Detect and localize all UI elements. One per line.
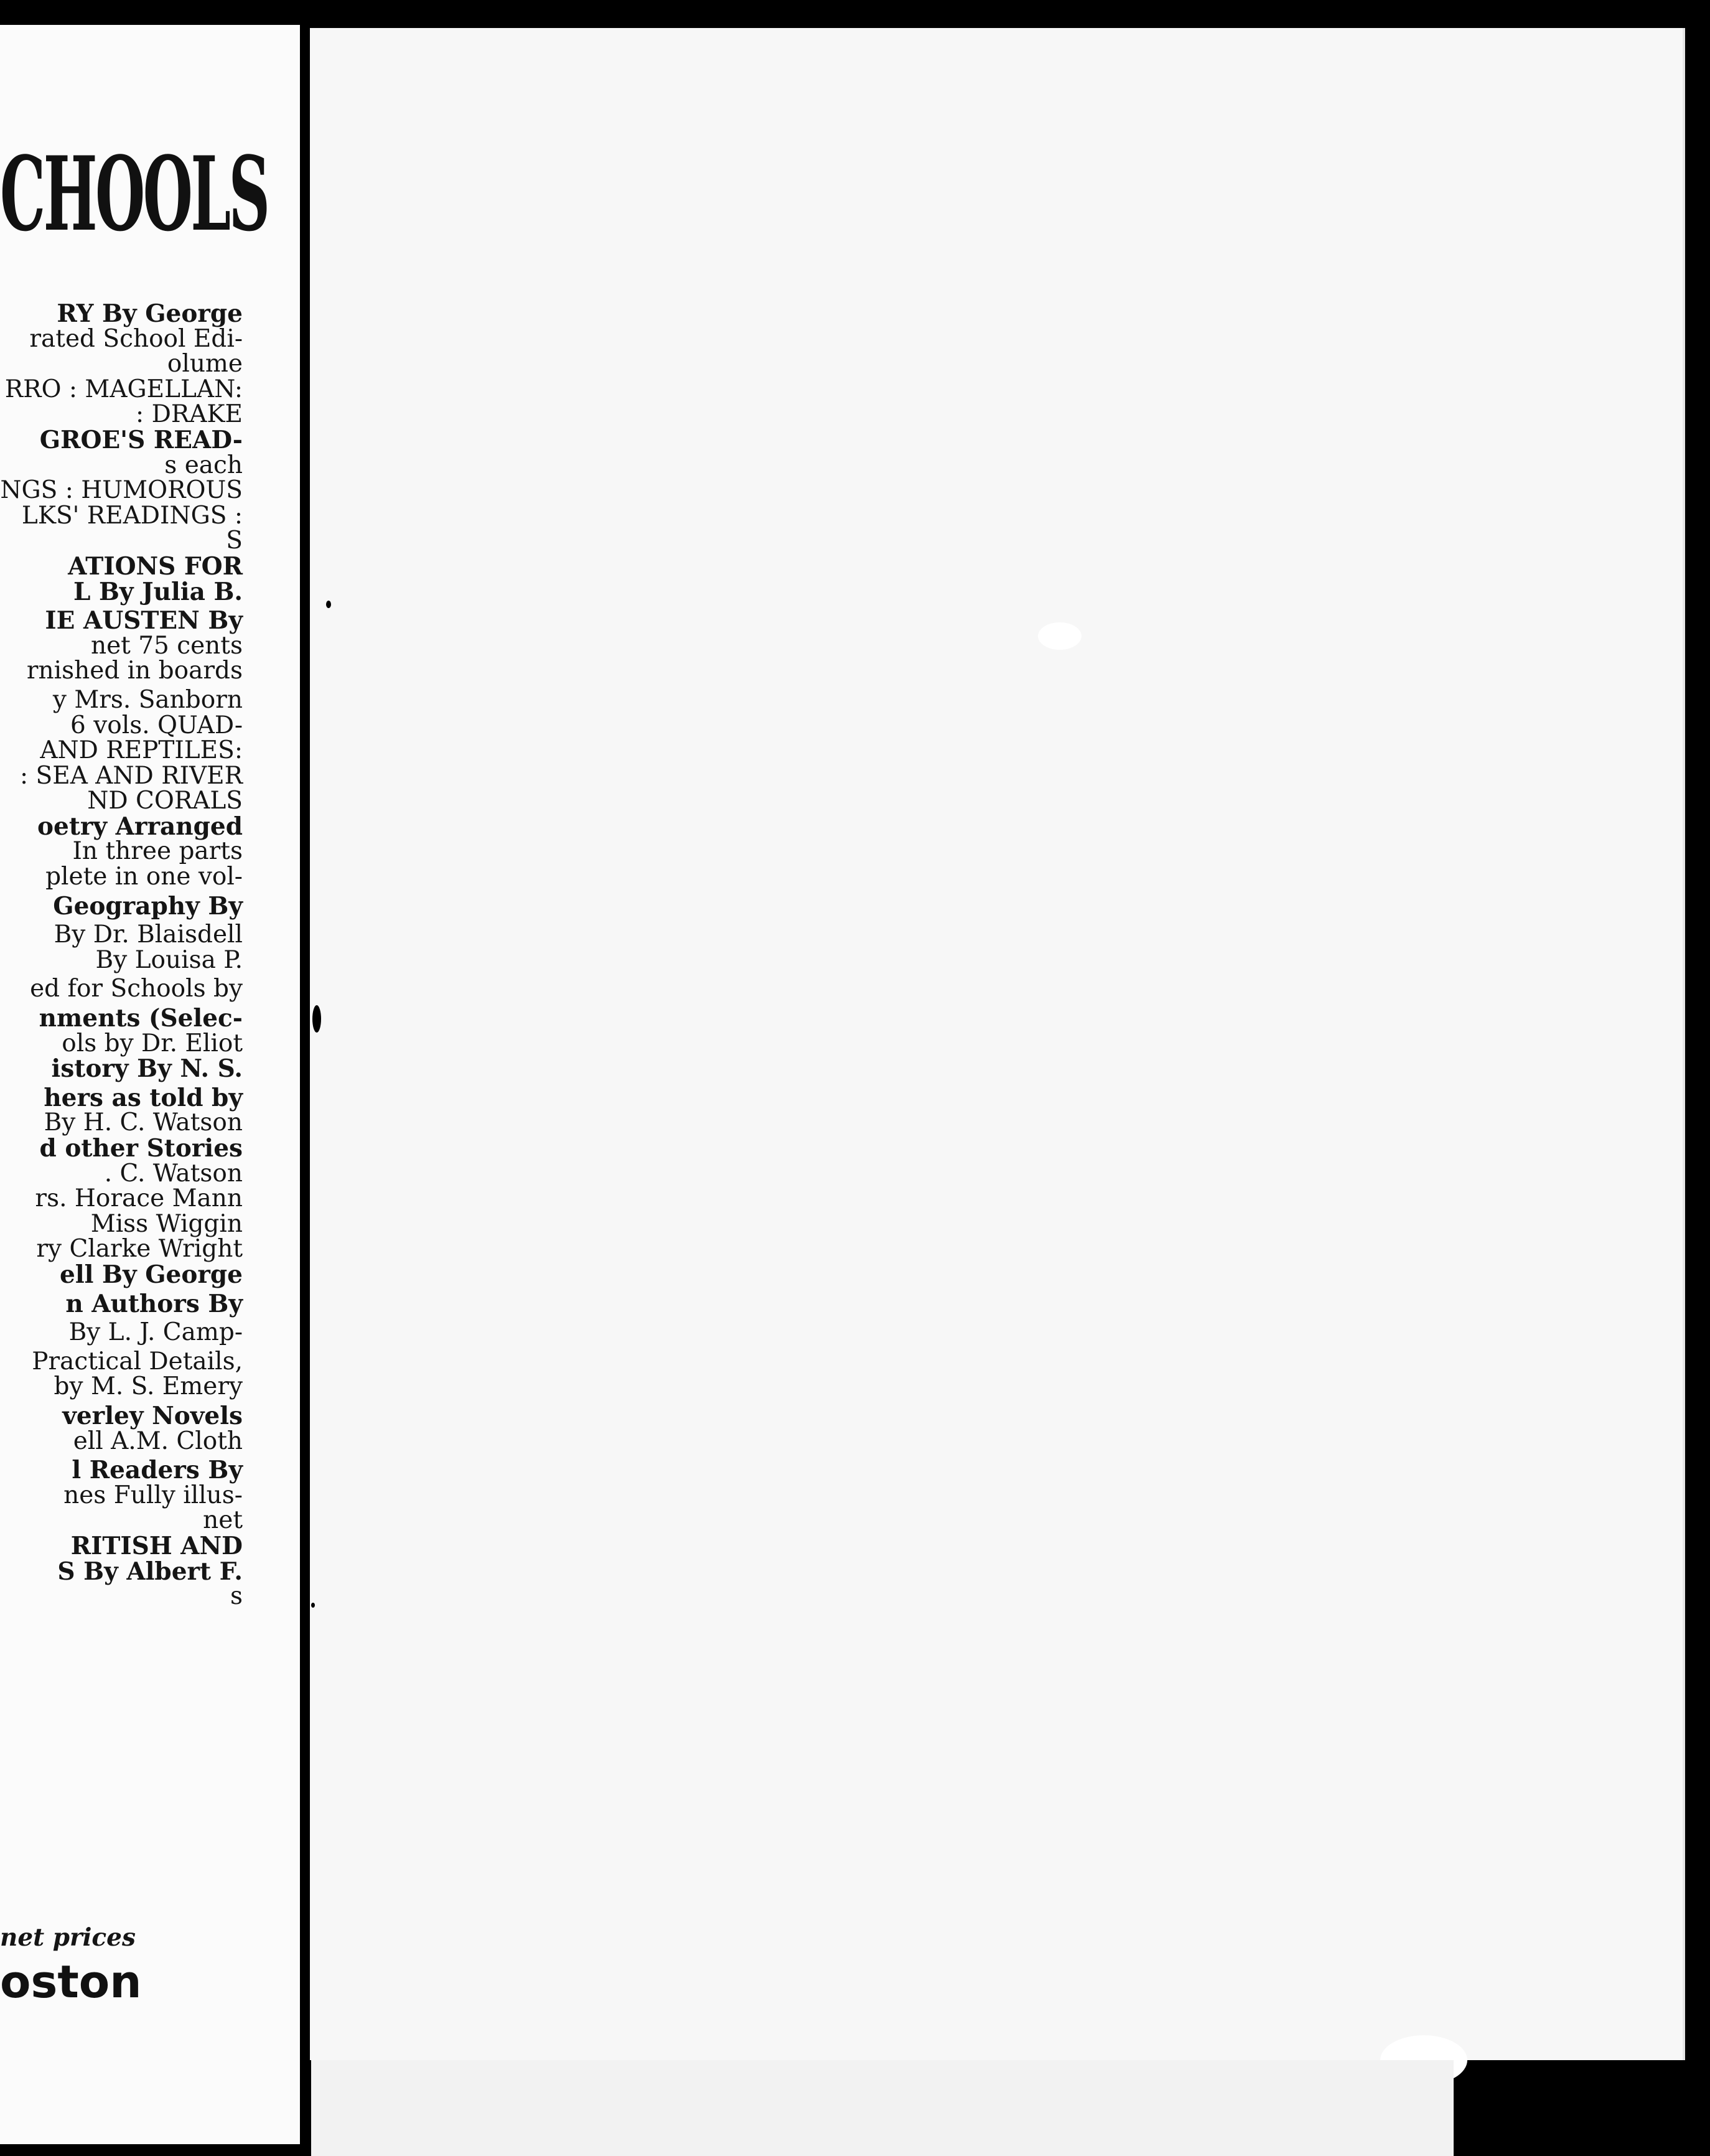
catalog-line: RITISH AND xyxy=(70,1531,243,1560)
catalog-line: Practical Details, xyxy=(32,1347,243,1376)
catalog-line: : SEA AND RIVER xyxy=(19,761,243,790)
page-edge xyxy=(311,2060,1454,2156)
catalog-line: ell By George xyxy=(60,1260,243,1289)
ink-speck xyxy=(311,1603,315,1608)
page-heading: CHOOLS xyxy=(0,134,268,254)
net-prices-note: net prices xyxy=(0,1923,136,1952)
catalog-line: L By Julia B. xyxy=(73,577,243,606)
catalog-line: S By Albert F. xyxy=(57,1557,243,1586)
catalog-line: Miss Wiggin xyxy=(90,1209,243,1238)
catalog-line: net 75 cents xyxy=(90,631,243,660)
catalog-line: ATIONS FOR xyxy=(68,551,243,581)
publisher-city: oston xyxy=(0,1956,142,2008)
catalog-line: Geography By xyxy=(53,891,243,921)
paper-blemish xyxy=(1038,622,1082,650)
ink-speck xyxy=(326,601,331,608)
gutter-divider xyxy=(300,25,310,2156)
catalog-line: AND REPTILES: xyxy=(40,736,243,765)
catalog-line: istory By N. S. xyxy=(51,1054,243,1084)
catalog-line: oetry Arranged xyxy=(37,812,243,841)
catalog-line: ed for Schools by xyxy=(30,975,243,1003)
catalog-line: d other Stories xyxy=(39,1134,243,1163)
catalog-line: IE AUSTEN By xyxy=(45,606,243,635)
blank-right-page xyxy=(310,28,1685,2060)
catalog-line: 6 vols. QUAD- xyxy=(70,711,243,739)
catalog-line: : DRAKE xyxy=(136,400,243,429)
catalog-line: RY By George xyxy=(57,299,243,328)
ink-speck xyxy=(312,1005,321,1033)
catalog-line: ols by Dr. Eliot xyxy=(62,1029,243,1057)
catalog-line: nes Fully illus- xyxy=(63,1481,243,1509)
catalog-line: NGS : HUMOROUS xyxy=(0,476,243,505)
catalog-line: net xyxy=(203,1506,243,1535)
catalog-line: By Dr. Blaisdell xyxy=(54,921,243,949)
catalog-line: nments (Selec- xyxy=(39,1004,243,1033)
catalog-line: y Mrs. Sanborn xyxy=(52,685,243,714)
catalog-line: . C. Watson xyxy=(104,1159,243,1188)
catalog-line: olume xyxy=(167,350,243,378)
catalog-text xyxy=(0,301,243,1610)
catalog-line: verley Novels xyxy=(62,1401,243,1430)
catalog-line: S xyxy=(226,527,243,555)
catalog-line: s each xyxy=(164,451,243,479)
catalog-line: GROE'S READ- xyxy=(39,425,243,454)
catalog-line: rnished in boards xyxy=(26,657,243,685)
left-page xyxy=(0,25,300,2144)
catalog-line: LKS' READINGS : xyxy=(21,501,243,530)
catalog-line: plete in one vol- xyxy=(45,863,243,891)
catalog-line: by M. S. Emery xyxy=(54,1372,243,1401)
catalog-line: n Authors By xyxy=(65,1289,243,1318)
catalog-line: By L. J. Camp- xyxy=(68,1318,243,1347)
catalog-line: By H. C. Watson xyxy=(44,1108,243,1137)
catalog-line: ry Clarke Wright xyxy=(36,1235,243,1263)
catalog-line: s xyxy=(230,1582,243,1611)
catalog-line: By Louisa P. xyxy=(95,945,243,974)
catalog-line: rated School Edi- xyxy=(29,324,243,353)
catalog-line: ell A.M. Cloth xyxy=(73,1427,243,1455)
catalog-line: rs. Horace Mann xyxy=(35,1184,243,1213)
catalog-line: In three parts xyxy=(72,837,243,866)
catalog-line: RRO : MAGELLAN: xyxy=(4,375,243,403)
catalog-line: l Readers By xyxy=(72,1456,243,1485)
catalog-line: ND CORALS xyxy=(87,787,243,815)
catalog-line: hers as told by xyxy=(44,1083,243,1112)
